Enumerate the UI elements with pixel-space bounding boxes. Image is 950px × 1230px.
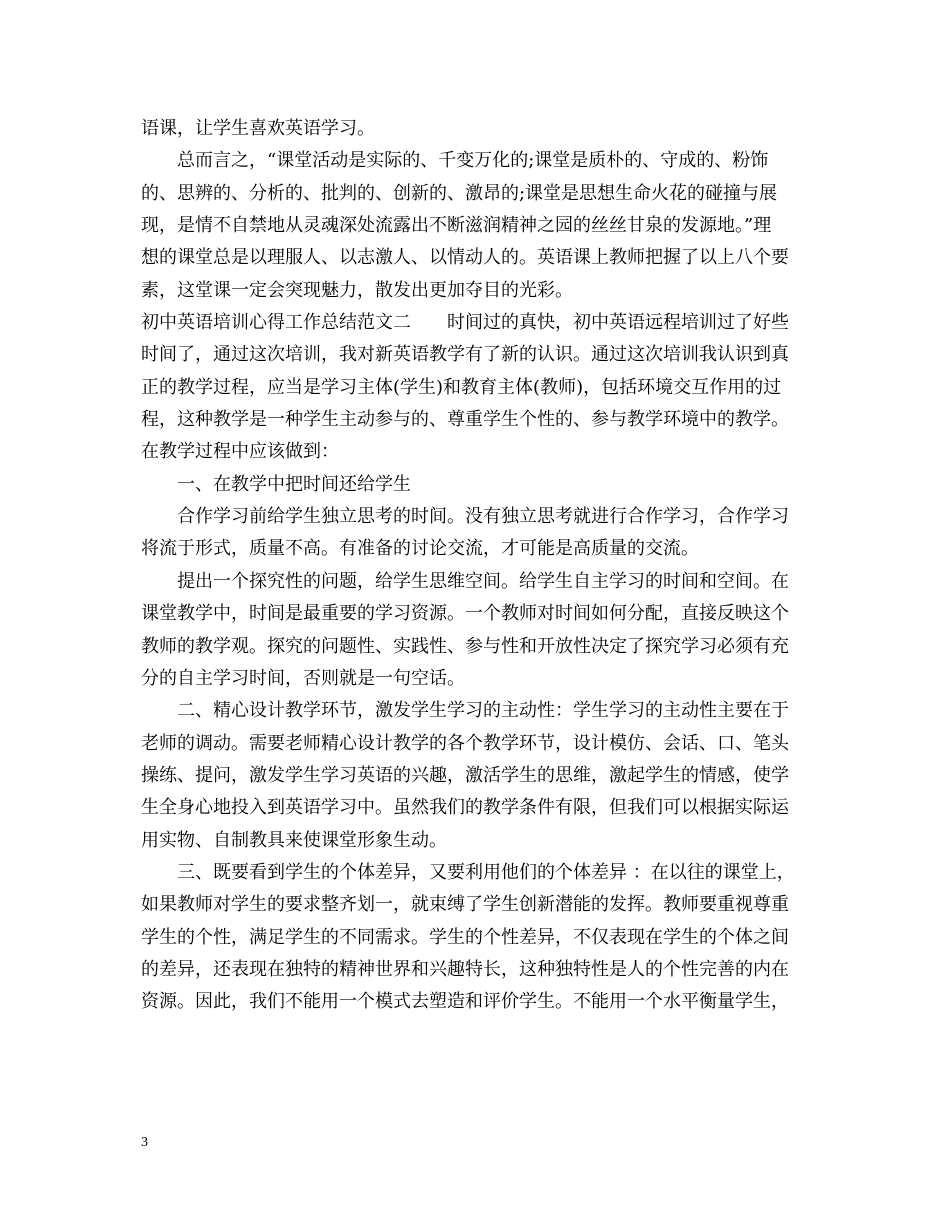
text-line: 老师的调动。需要老师精心设计教学的各个教学环节，设计模仿、会话、口、笔头: [141, 732, 789, 754]
text-line: 现，是情不自禁地从灵魂深处流露出不断滋润精神之园的丝丝甘泉的发源地。”理: [141, 215, 772, 237]
text-line: 用实物、自制教具来使课堂形象生动。: [141, 829, 447, 851]
text-line: 资源。因此，我们不能用一个模式去塑造和评价学生。不能用一个水平衡量学生，: [141, 991, 789, 1013]
text-line: 分的自主学习时间，否则就是一句空话。: [141, 667, 465, 689]
text-line: 正的教学过程，应当是学习主体(学生)和教育主体(教师)，包括环境交互作用的过: [141, 376, 782, 398]
text-line: 时间了，通过这次培训，我对新英语教学有了新的认识。通过这次培训我认识到真: [141, 344, 789, 366]
paragraph-start-line: 总而言之，“课堂活动是实际的、千变万化的;课堂是质朴的、守成的、粉饰: [177, 150, 769, 172]
document-body: [141, 113, 811, 1019]
section-title-line: 初中英语培训心得工作总结范文二 时间过的真快，初中英语远程培训过了好些: [141, 312, 789, 334]
text-line: 语课，让学生喜欢英语学习。: [141, 118, 375, 139]
text-line: 的、思辨的、分析的、批判的、创新的、激昂的;课堂是思想生命火花的碰撞与展: [141, 182, 778, 204]
text-line: 的差异，还表现在独特的精神世界和兴趣特长，这种独特性是人的个性完善的内在: [141, 958, 789, 980]
text-line: 教师的教学观。探究的问题性、实践性、参与性和开放性决定了探究学习必须有充: [141, 635, 789, 657]
text-line: 想的课堂总是以理服人、以志激人、以情动人的。英语课上教师把握了以上八个要: [141, 247, 789, 269]
text-line: 如果教师对学生的要求整齐划一，就束缚了学生创新潜能的发挥。教师要重视尊重: [141, 894, 789, 916]
text-line: 程，这种教学是一种学生主动参与的、尊重学生个性的、参与教学环境中的教学。: [141, 409, 789, 431]
page-number: 3: [141, 1135, 148, 1150]
paragraph-start-line: 合作学习前给学生独立思考的时间。没有独立思考就进行合作学习，合作学习: [177, 506, 789, 528]
text-line: 生全身心地投入到英语学习中。虽然我们的教学条件有限，但我们可以根据实际运: [141, 797, 789, 819]
paragraph-start-line: 三、既要看到学生的个体差异，又要利用他们的个体差异 ：在以往的课堂上，: [177, 861, 795, 883]
text-line: 课堂教学中，时间是最重要的学习资源。一个教师对时间如何分配，直接反映这个: [141, 603, 789, 625]
subheading-line: 一、在教学中把时间还给学生: [177, 473, 411, 495]
text-line: 将流于形式，质量不高。有准备的讨论交流，才可能是高质量的交流。: [141, 538, 699, 560]
paragraph-start-line: 提出一个探究性的问题，给学生思维空间。给学生自主学习的时间和空间。在: [177, 570, 789, 592]
text-line: 素，这堂课一定会突现魅力，散发出更加夺目的光彩。: [141, 279, 573, 301]
text-line: 在教学过程中应该做到：: [141, 441, 339, 463]
text-line: 操练、提问，激发学生学习英语的兴趣，激活学生的思维，激起学生的情感，使学: [141, 764, 789, 786]
text-line: 学生的个性，满足学生的不同需求。学生的个性差异，不仅表现在学生的个体之间: [141, 926, 789, 948]
paragraph-start-line: 二、精心设计教学环节，激发学生学习的主动性：学生学习的主动性主要在于: [177, 700, 789, 722]
